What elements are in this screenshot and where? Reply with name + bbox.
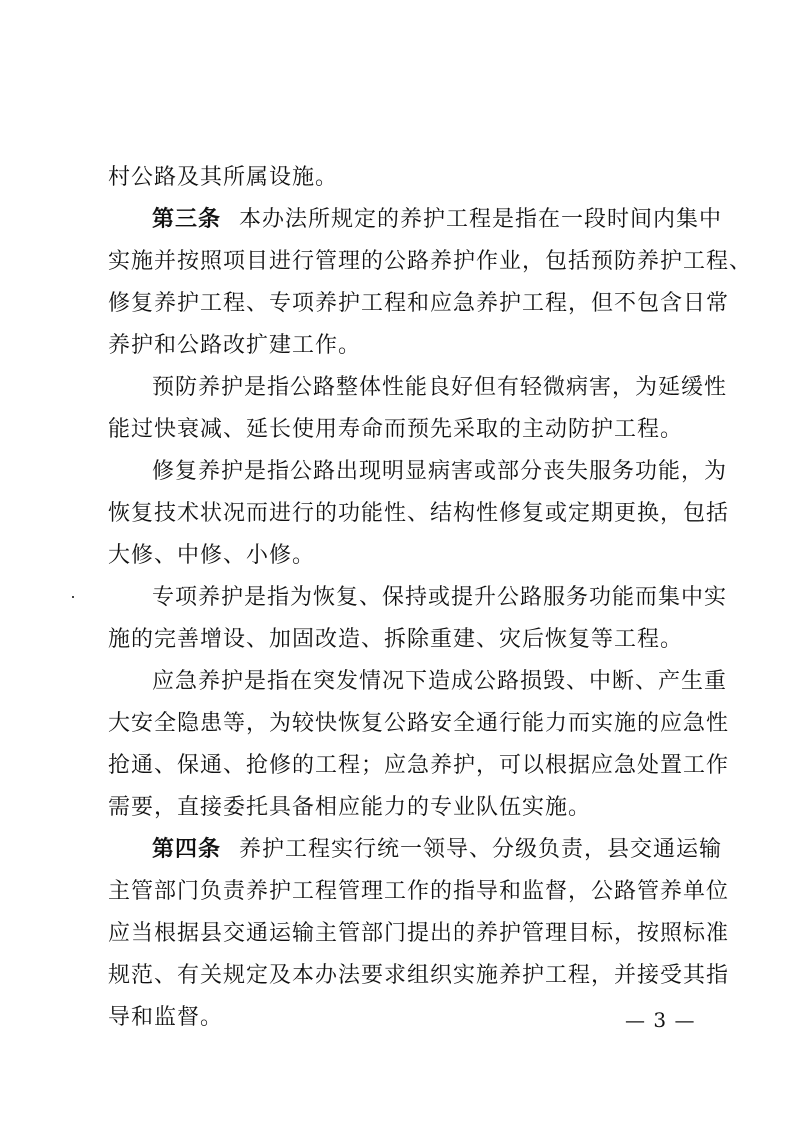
text-line: 大安全隐患等，为较快恢复公路安全通行能力而实施的应急性 bbox=[108, 711, 730, 736]
text-line: 本办法所规定的养护工程是指在一段时间内集中 bbox=[239, 207, 723, 232]
text-line: 村公路及其所属设施。 bbox=[108, 165, 339, 190]
text-line: 预防养护是指公路整体性能良好但有轻微病害，为延缓性 bbox=[152, 375, 728, 400]
text-line: 导和监督。 bbox=[108, 1005, 224, 1030]
text-line: 实施并按照项目进行管理的公路养护作业，包括预防养护工程、 bbox=[108, 249, 753, 274]
text-line: 需要，直接委托具备相应能力的专业队伍实施。 bbox=[108, 795, 592, 820]
text-line: 养护工程实行统一领导、分级负责，县交通运输 bbox=[239, 837, 723, 862]
text-line: 能过快衰减、延长使用寿命而预先采取的主动防护工程。 bbox=[108, 417, 684, 442]
page-number: — 3 — bbox=[625, 1008, 696, 1032]
text-line: 应急养护是指在突发情况下造成公路损毁、中断、产生重 bbox=[152, 669, 728, 694]
article-3-first-line bbox=[108, 200, 723, 240]
text-line: 施的完善增设、加固改造、拆除重建、灾后恢复等工程。 bbox=[108, 627, 684, 652]
text-line: 养护和公路改扩建工作。 bbox=[108, 333, 362, 358]
text-line: 修复养护工程、专项养护工程和应急养护工程，但不包含日常 bbox=[108, 291, 730, 316]
article-4-label: 第四条 bbox=[152, 837, 222, 862]
article-3-label: 第三条 bbox=[152, 207, 222, 232]
text-line: 主管部门负责养护工程管理工作的指导和监督，公路管养单位 bbox=[108, 879, 730, 904]
text-line: 大修、中修、小修。 bbox=[108, 543, 316, 568]
text-line: 恢复技术状况而进行的功能性、结构性修复或定期更换，包括 bbox=[108, 501, 730, 526]
text-line: 规范、有关规定及本办法要求组织实施养护工程，并接受其指 bbox=[108, 963, 730, 988]
text-line: 修复养护是指公路出现明显病害或部分丧失服务功能，为 bbox=[152, 459, 728, 484]
text-line: 抢通、保通、抢修的工程；应急养护，可以根据应急处置工作 bbox=[108, 753, 730, 778]
text-line: 应当根据县交通运输主管部门提出的养护管理目标，按照标准 bbox=[108, 921, 730, 946]
text-line: 专项养护是指为恢复、保持或提升公路服务功能而集中实 bbox=[152, 585, 728, 610]
margin-mark bbox=[72, 596, 74, 598]
article-4-first-line bbox=[108, 830, 723, 870]
